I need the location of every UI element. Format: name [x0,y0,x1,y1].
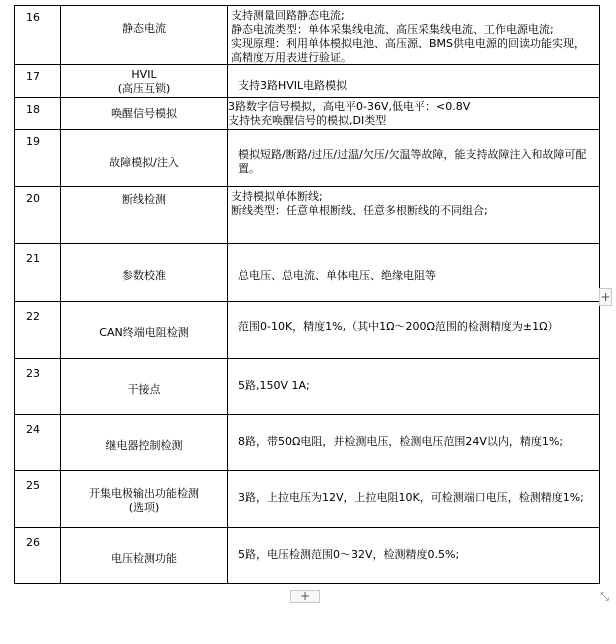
row-number: 24 [15,415,61,470]
row-number: 16 [15,6,61,64]
row-name: HVIL (高压互锁) [61,65,228,97]
table-row [15,186,599,243]
row-name: 参数校准 [61,244,228,301]
table-row [15,527,599,584]
row-number: 20 [15,187,61,243]
row-number: 17 [15,65,61,97]
spec-table [14,5,600,584]
row-name: 干接点 [61,359,228,414]
row-name: 电压检测功能 [61,528,228,583]
row-name: 断线检测 [61,187,228,243]
row-description: 总电压、总电流、单体电压、绝缘电阻等 [238,269,436,282]
row-description: 3路数字信号模拟，高电平0-36V,低电平：<0.8V 支持快充唤醒信号的模拟,DI类型 [228,100,471,127]
table-row [15,129,599,186]
row-description: 3路，上拉电压为12V，上拉电阻10K，可检测端口电压，检测精度1%; [238,491,584,504]
table-resize-handle[interactable]: ⤡ [600,590,609,603]
table-row [15,243,599,301]
row-number: 21 [15,244,61,301]
table-row [15,5,599,64]
table-row [15,470,599,527]
row-description: 8路，带50Ω电阻，并检测电压，检测电压范围24V以内，精度1%; [238,435,564,448]
row-name: 故障模拟/注入 [61,130,228,186]
add-row-button[interactable]: + [290,590,320,603]
row-description: 支持模拟单体断线; 断线类型：任意单根断线、任意多根断线的不同组合; [231,190,488,217]
table-row [15,97,599,129]
row-description: 5路，电压检测范围0～32V，检测精度0.5%; [238,548,460,561]
row-number: 22 [15,302,61,358]
row-number: 25 [15,471,61,527]
row-description: 模拟短路/断路/过压/过温/欠压/欠温等故障，能支持故障注入和故障可配置。 [238,148,587,175]
table-row [15,414,599,470]
add-column-button[interactable]: + [600,290,611,304]
row-number: 23 [15,359,61,414]
row-name: CAN终端电阻检测 [61,302,228,358]
row-name: 继电器控制检测 [61,415,228,470]
row-description: 5路,150V 1A; [238,379,310,392]
row-name: 静态电流 [61,6,228,64]
row-description: 支持测量回路静态电流; 静态电流类型：单体采集线电流、高压采集线电流、工作电源电流; 实现原理：利用单体模拟电池、高压源、BMS供电电源的回读功能实现，高精度万用表进行验证。 [231,9,586,64]
row-name: 唤醒信号模拟 [61,98,228,129]
table-row [15,301,599,358]
row-number: 19 [15,130,61,186]
row-number: 26 [15,528,61,583]
row-number: 18 [15,98,61,129]
row-description: 范围0-10K，精度1%,（其中1Ω～200Ω范围的检测精度为±1Ω） [238,320,559,333]
table-row [15,358,599,414]
row-name: 开集电极输出功能检测 (选项) [61,471,228,527]
row-description: 支持3路HVIL电路模拟 [238,79,348,92]
table-row [15,64,599,97]
